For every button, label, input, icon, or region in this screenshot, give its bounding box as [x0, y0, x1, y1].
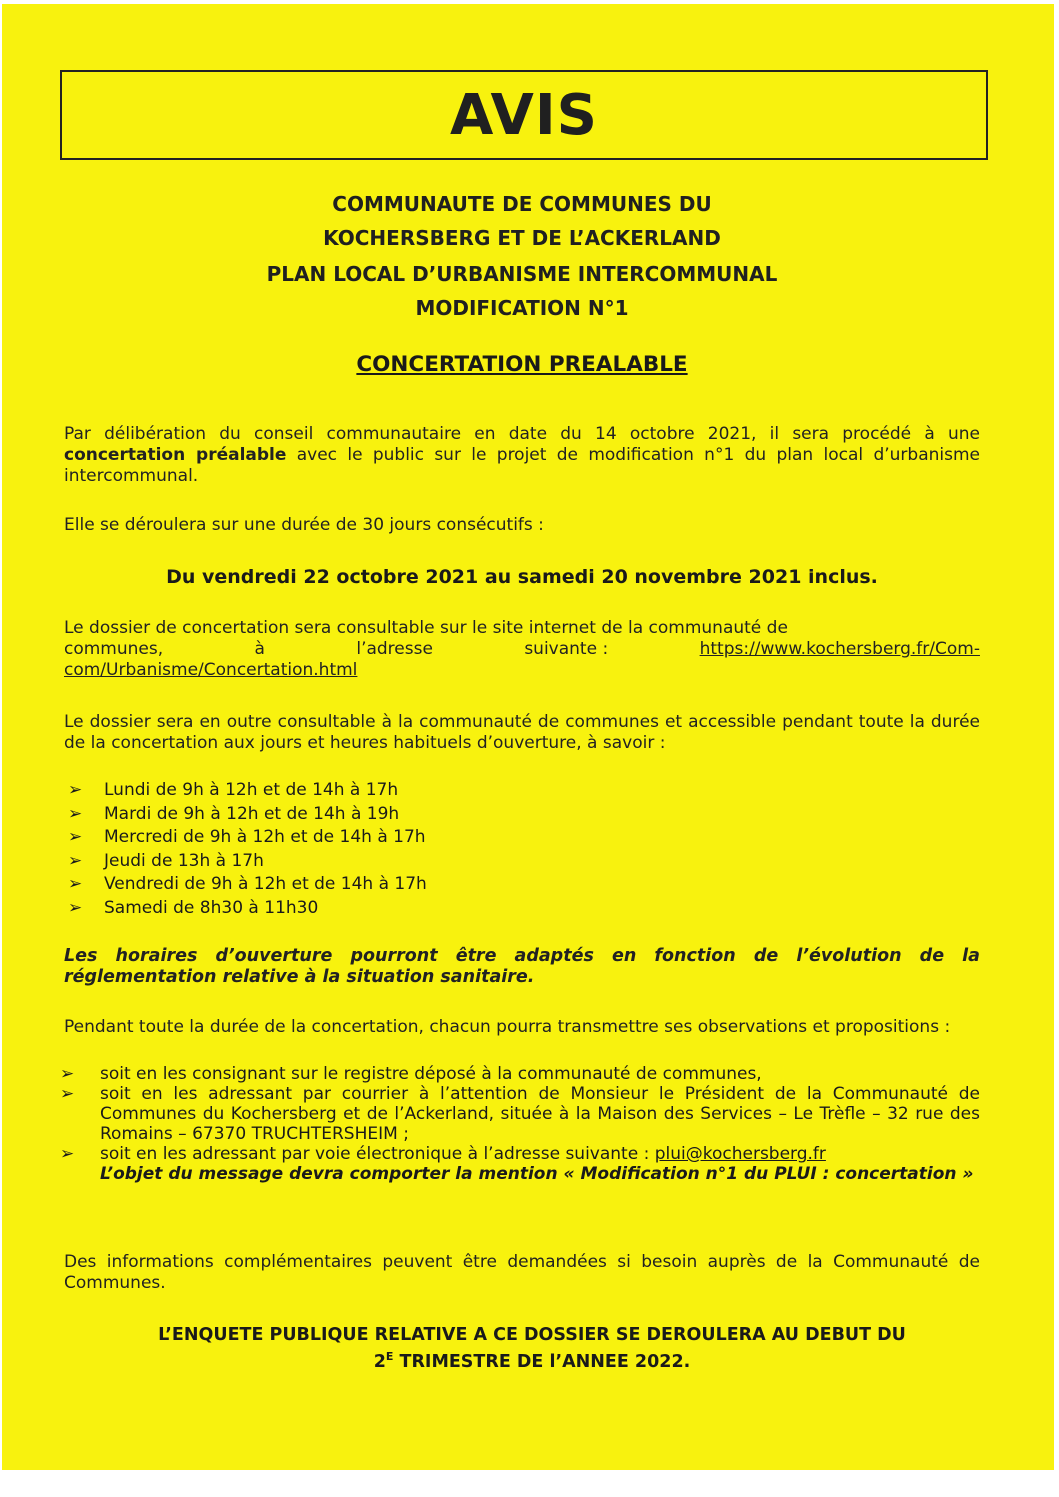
intro-text-after: avec le public sur le projet de modification n°1 du plan local d’urbanisme intercommunal. — [64, 445, 980, 486]
arrow-bullet-icon: ➢ — [68, 780, 83, 800]
arrow-bullet-icon: ➢ — [68, 827, 83, 847]
final-line-2: $2^E$ TRIMESTRE DE l’ANNEE 2022. — [373, 1350, 691, 1372]
website-word-3: l’adresse — [356, 639, 433, 659]
website-line-2 — [64, 639, 980, 660]
hours-list — [68, 779, 427, 920]
subtitle: CONCERTATION PREALABLE — [356, 352, 688, 377]
website-word-2: à — [254, 639, 265, 659]
sanitary-notice: Les horaires d’ouverture pourront être adaptés en fonction de l’évolution de la réglementation relative à la situation sanitaire. — [64, 946, 980, 987]
observations-list — [60, 1064, 980, 1184]
final-line-1: L’ENQUETE PUBLIQUE RELATIVE A CE DOSSIER SE DEROULERA AU DEBUT DU — [158, 1325, 906, 1345]
list-item: ➢ soit en les adressant par voie électronique à l’adresse suivante : plui@kochersberg.fr L’objet du message devra comporter la mention « Modification n°1 du PLUI : concertation » — [60, 1144, 974, 1184]
observations-intro: Pendant toute la durée de la concertation, chacun pourra transmettre ses observations et propositions : — [64, 1017, 951, 1037]
website-line-1: Le dossier de concertation sera consultable sur le site internet de la communauté de — [64, 618, 788, 638]
arrow-bullet-icon: ➢ — [68, 897, 83, 918]
list-item: ➢ Mercredi de 9h à 12h et de 14h à 17h — [68, 826, 427, 850]
intro-text-before: Par délibération du conseil communautaire en date du 14 octobre 2021, il sera procédé à une — [64, 424, 980, 444]
list-item: ➢ soit en les consignant sur le registre déposé à la communauté de communes, — [60, 1064, 762, 1084]
website-word-4: suivante : — [524, 639, 609, 659]
final-announcement — [62, 1324, 1002, 1373]
email-link[interactable]: plui@kochersberg.fr — [654, 1144, 826, 1164]
arrow-bullet-icon: ➢ — [60, 1064, 75, 1084]
arrow-bullet-icon: ➢ — [60, 1144, 75, 1164]
intro-paragraph — [64, 424, 980, 487]
title-box — [60, 70, 988, 160]
duration-text: Elle se déroulera sur une durée de 30 jours consécutifs : — [64, 515, 544, 535]
arrow-bullet-icon: ➢ — [68, 874, 83, 894]
list-item: ➢ soit en les adressant par courrier à l’attention de Monsieur le Président de la Communauté de Communes du Kochersberg et de l’Ackerland, située à la Maison des Services – Le Trèfle – 32 rue des Romains – 67370 TRUCHTERSHEIM ; — [60, 1084, 980, 1144]
heading-line-2: KOCHERSBERG ET DE L’ACKERLAND — [323, 226, 721, 250]
list-item: ➢ Samedi de 8h30 à 11h30 — [68, 897, 427, 921]
email-subject-note: L’objet du message devra comporter la mention « Modification n°1 du PLUI : concertation » — [100, 1164, 974, 1184]
office-paragraph: Le dossier sera en outre consultable à la communauté de communes et accessible pendant toute la durée de la concertation aux jours et heures habituels d’ouverture, à savoir : — [64, 712, 980, 753]
website-url-part-2[interactable]: com/Urbanisme/Concertation.html — [64, 660, 358, 680]
heading-line-3: PLAN LOCAL D’URBANISME INTERCOMMUNAL — [266, 262, 778, 286]
avis-title: AVIS — [449, 82, 599, 148]
notice-sheet — [2, 4, 1054, 1470]
info-paragraph: Des informations complémentaires peuvent être demandées si besoin auprès de la Communauté de Communes. — [64, 1252, 980, 1293]
arrow-bullet-icon: ➢ — [60, 1084, 75, 1104]
arrow-bullet-icon: ➢ — [68, 803, 83, 824]
intro-bold: concertation préalable — [64, 445, 287, 465]
website-url-part-1[interactable]: https://www.kochersberg.fr/Com- — [699, 639, 980, 659]
website-word-1: communes, — [64, 639, 164, 659]
heading-line-4: MODIFICATION N°1 — [415, 296, 629, 320]
list-item: ➢ Jeudi de 13h à 17h — [68, 850, 427, 874]
dates-text: Du vendredi 22 octobre 2021 au samedi 20 novembre 2021 inclus. — [166, 566, 878, 588]
heading-line-1: COMMUNAUTE DE COMMUNES DU — [332, 192, 712, 216]
list-item: ➢ Vendredi de 9h à 12h et de 14h à 17h — [68, 873, 427, 897]
list-item: ➢ Mardi de 9h à 12h et de 14h à 19h — [68, 803, 427, 827]
website-paragraph — [64, 618, 980, 681]
arrow-bullet-icon: ➢ — [68, 850, 83, 871]
list-item: ➢ Lundi de 9h à 12h et de 14h à 17h — [68, 779, 427, 803]
